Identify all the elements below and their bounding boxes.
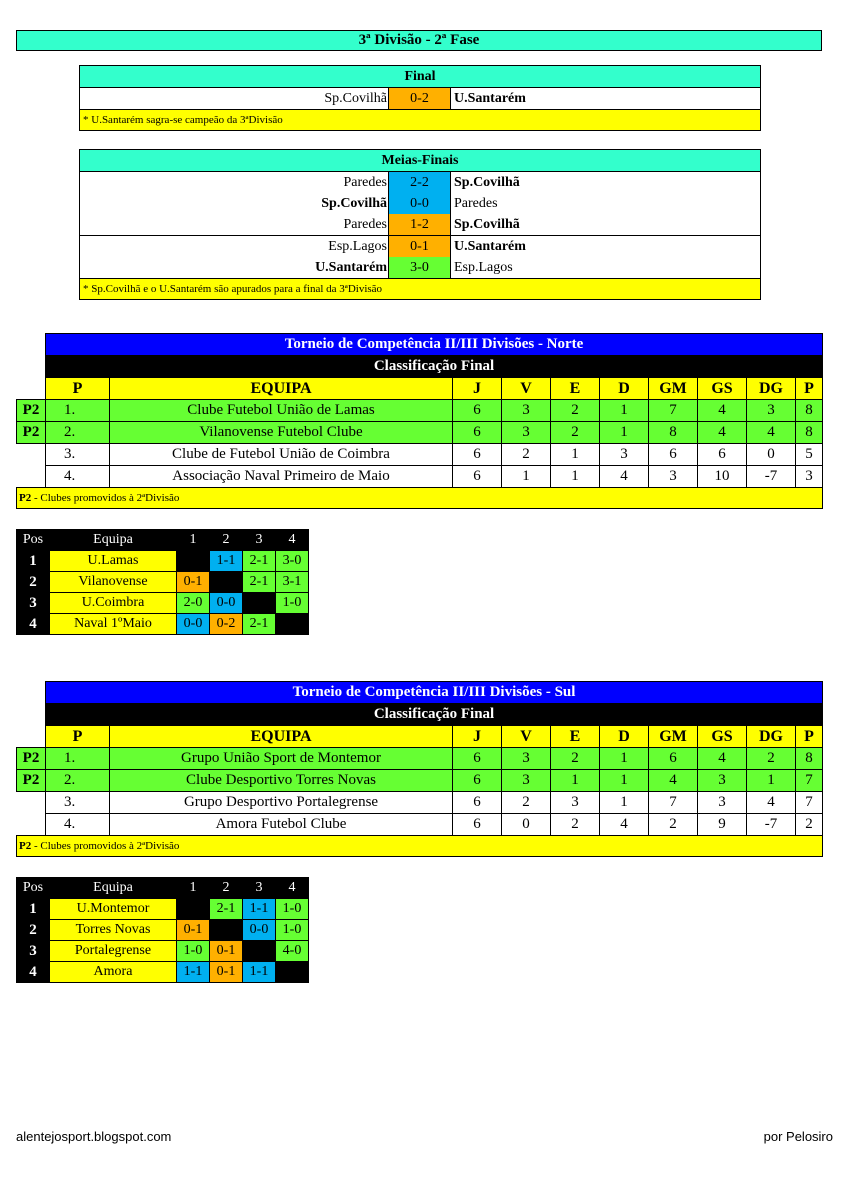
matrix-row: [17, 614, 309, 635]
matrix-pos: 2: [17, 572, 50, 593]
promotion-tag: [17, 444, 46, 466]
stat-cell: 3: [502, 770, 551, 792]
stat-cell: 2: [551, 400, 600, 422]
stat-cell: 1: [600, 748, 649, 770]
stat-cell: 8: [796, 422, 823, 444]
stat-cell: 3: [698, 792, 747, 814]
table-row: [17, 444, 823, 466]
stat-cell: 1: [551, 444, 600, 466]
result-cell: 0-1: [177, 920, 210, 941]
self-cell: [210, 920, 243, 941]
stat-cell: 2: [551, 814, 600, 836]
stat-cell: 6: [698, 444, 747, 466]
matrix-team: Amora: [50, 962, 177, 983]
stat-cell: 1: [600, 770, 649, 792]
stat-cell: 9: [698, 814, 747, 836]
stat-cell: 7: [796, 770, 823, 792]
matrix-header: 4: [276, 878, 309, 899]
final-match-row: [80, 88, 760, 109]
semis.matches-match-row: [80, 172, 760, 193]
footnote-text: - Clubes promovidos à 2ªDivisão: [31, 840, 180, 852]
matrix-pos: 1: [17, 551, 50, 572]
away-team: Esp.Lagos: [454, 260, 513, 275]
matrix-team: Naval 1ºMaio: [50, 614, 177, 635]
column-header: J: [453, 378, 502, 400]
result-cell: 0-2: [210, 614, 243, 635]
stat-cell: 1: [551, 770, 600, 792]
spacer: [17, 356, 46, 378]
result-cell: 3-1: [276, 572, 309, 593]
matrix-header: 2: [210, 878, 243, 899]
promotion-tag: P2: [17, 748, 46, 770]
self-cell: [243, 593, 276, 614]
footer-site: alentejosport.blogspot.com: [16, 1129, 172, 1144]
stat-cell: 3: [796, 466, 823, 488]
stat-cell: 7: [796, 792, 823, 814]
table-row: [17, 422, 823, 444]
stat-cell: 0: [502, 814, 551, 836]
column-header: P: [796, 726, 823, 748]
stat-cell: 8: [649, 422, 698, 444]
stat-cell: 3: [502, 748, 551, 770]
norte-title: Torneio de Competência II/III Divisões - Norte: [46, 334, 823, 356]
matrix-header: 3: [243, 530, 276, 551]
result-cell: 0-1: [210, 941, 243, 962]
matrix-header: 1: [177, 530, 210, 551]
semis.matches-match-row: [80, 193, 760, 214]
stat-cell: 3: [747, 400, 796, 422]
matrix-pos: 3: [17, 941, 50, 962]
column-header: P: [796, 378, 823, 400]
matrix-team: Vilanovense: [50, 572, 177, 593]
column-header: V: [502, 726, 551, 748]
column-header: GS: [698, 378, 747, 400]
spacer: [17, 334, 46, 356]
stat-cell: 4: [698, 422, 747, 444]
column-header: GS: [698, 726, 747, 748]
position: 2.: [46, 422, 110, 444]
stat-cell: 7: [649, 792, 698, 814]
semis.matches-match-row: [80, 257, 760, 278]
stat-cell: -7: [747, 814, 796, 836]
away-team: U.Santarém: [454, 91, 526, 106]
stat-cell: 2: [502, 792, 551, 814]
promotion-tag: P2: [17, 422, 46, 444]
stat-cell: 2: [649, 814, 698, 836]
semis.matches-match-row: [80, 214, 760, 235]
result-cell: 1-0: [177, 941, 210, 962]
matrix-row: [17, 899, 309, 920]
stat-cell: 6: [453, 748, 502, 770]
norte-matrix: [16, 529, 309, 635]
table-row: [17, 792, 823, 814]
column-header: E: [551, 378, 600, 400]
table-row: [17, 466, 823, 488]
table-row: [17, 400, 823, 422]
result-cell: 1-1: [243, 962, 276, 983]
team-name: Clube de Futebol União de Coimbra: [110, 444, 453, 466]
position: 4.: [46, 814, 110, 836]
column-header: P: [46, 726, 110, 748]
stat-cell: 1: [502, 466, 551, 488]
home-team: Esp.Lagos: [328, 239, 387, 254]
result-cell: 1-0: [276, 899, 309, 920]
match-score: 3-0: [388, 257, 451, 278]
away-team: Sp.Covilhã: [454, 217, 520, 232]
stat-cell: 4: [600, 814, 649, 836]
stat-cell: 6: [453, 466, 502, 488]
team-name: Clube Futebol União de Lamas: [110, 400, 453, 422]
stat-cell: 4: [698, 748, 747, 770]
match-score: 0-0: [388, 193, 451, 214]
table-row: [17, 748, 823, 770]
position: 3.: [46, 444, 110, 466]
promotion-tag: P2: [17, 770, 46, 792]
matrix-pos: 3: [17, 593, 50, 614]
match-score: 1-2: [388, 214, 451, 235]
home-team: Paredes: [343, 175, 387, 190]
stat-cell: 2: [551, 748, 600, 770]
stat-cell: 3: [551, 792, 600, 814]
matrix-team: Torres Novas: [50, 920, 177, 941]
sul-subtitle: Classificação Final: [46, 704, 823, 726]
matrix-team: U.Coimbra: [50, 593, 177, 614]
result-cell: 4-0: [276, 941, 309, 962]
stat-cell: 6: [453, 444, 502, 466]
matrix-header: 4: [276, 530, 309, 551]
self-cell: [276, 962, 309, 983]
stat-cell: 10: [698, 466, 747, 488]
stat-cell: 1: [551, 466, 600, 488]
result-cell: 3-0: [276, 551, 309, 572]
team-name: Clube Desportivo Torres Novas: [110, 770, 453, 792]
column-header: GM: [649, 378, 698, 400]
team-name: Grupo União Sport de Montemor: [110, 748, 453, 770]
self-cell: [210, 572, 243, 593]
matrix-team: Portalegrense: [50, 941, 177, 962]
away-team: Paredes: [454, 196, 498, 211]
stat-cell: 6: [649, 444, 698, 466]
page-title: 3ª Divisão - 2ª Fase: [16, 30, 822, 51]
result-cell: 2-1: [210, 899, 243, 920]
column-header: E: [551, 726, 600, 748]
matrix-row: [17, 593, 309, 614]
position: 1.: [46, 748, 110, 770]
result-cell: 0-0: [177, 614, 210, 635]
stat-cell: 3: [502, 400, 551, 422]
promotion-tag: [17, 792, 46, 814]
column-header: P: [46, 378, 110, 400]
stat-cell: 2: [502, 444, 551, 466]
footnote-text: - Clubes promovidos à 2ªDivisão: [31, 492, 180, 504]
stat-cell: 4: [600, 466, 649, 488]
table-row: [17, 814, 823, 836]
home-team: Paredes: [343, 217, 387, 232]
sul-footnote: [17, 836, 823, 857]
match-score: 2-2: [388, 172, 451, 193]
result-cell: 1-1: [243, 899, 276, 920]
matrix-row: [17, 920, 309, 941]
final-note: * U.Santarém sagra-se campeão da 3ªDivisão: [80, 109, 760, 130]
match-score: 0-1: [388, 236, 451, 257]
stat-cell: 3: [502, 422, 551, 444]
stat-cell: 4: [747, 792, 796, 814]
matrix-header: Equipa: [50, 878, 177, 899]
result-cell: 1-0: [276, 593, 309, 614]
stat-cell: 7: [649, 400, 698, 422]
stat-cell: 4: [698, 400, 747, 422]
matrix-header: Pos: [17, 878, 50, 899]
matrix-header: 2: [210, 530, 243, 551]
footnote-tag: P2: [19, 492, 32, 504]
stat-cell: 3: [698, 770, 747, 792]
stat-cell: 6: [453, 770, 502, 792]
column-header: DG: [747, 726, 796, 748]
matrix-header: Equipa: [50, 530, 177, 551]
semis-note: * Sp.Covilhã e o U.Santarém são apurados para a final da 3ªDivisão: [80, 278, 760, 299]
result-cell: 0-1: [177, 572, 210, 593]
matrix-header: Pos: [17, 530, 50, 551]
footnote-tag: P2: [19, 840, 32, 852]
final-box: [79, 65, 761, 131]
column-header: GM: [649, 726, 698, 748]
stat-cell: 5: [796, 444, 823, 466]
position: 2.: [46, 770, 110, 792]
stat-cell: 6: [453, 814, 502, 836]
away-team: Sp.Covilhã: [454, 175, 520, 190]
final-title: Final: [80, 66, 760, 88]
column-header: DG: [747, 378, 796, 400]
column-header: EQUIPA: [110, 378, 453, 400]
matrix-pos: 4: [17, 614, 50, 635]
result-cell: 0-1: [210, 962, 243, 983]
column-header: V: [502, 378, 551, 400]
promotion-tag: [17, 466, 46, 488]
matrix-pos: 2: [17, 920, 50, 941]
self-cell: [243, 941, 276, 962]
stat-cell: 3: [649, 466, 698, 488]
home-team: Sp.Covilhã: [321, 196, 387, 211]
result-cell: 1-0: [276, 920, 309, 941]
spacer: [17, 682, 46, 704]
stat-cell: 4: [649, 770, 698, 792]
result-cell: 0-0: [243, 920, 276, 941]
stat-cell: -7: [747, 466, 796, 488]
table-row: [17, 770, 823, 792]
stat-cell: 1: [747, 770, 796, 792]
matrix-header: 3: [243, 878, 276, 899]
matrix-team: U.Lamas: [50, 551, 177, 572]
self-cell: [276, 614, 309, 635]
matrix-row: [17, 551, 309, 572]
stat-cell: 3: [600, 444, 649, 466]
position: 4.: [46, 466, 110, 488]
self-cell: [177, 899, 210, 920]
match-score: 0-2: [388, 88, 451, 109]
result-cell: 1-1: [210, 551, 243, 572]
semis.matches-match-row: [80, 235, 760, 257]
stat-cell: 4: [747, 422, 796, 444]
column-header: D: [600, 726, 649, 748]
stat-cell: 8: [796, 748, 823, 770]
stat-cell: 6: [453, 400, 502, 422]
position: 3.: [46, 792, 110, 814]
norte-footnote: [17, 488, 823, 509]
result-cell: 0-0: [210, 593, 243, 614]
team-name: Grupo Desportivo Portalegrense: [110, 792, 453, 814]
matrix-row: [17, 941, 309, 962]
matrix-pos: 1: [17, 899, 50, 920]
norte-subtitle: Classificação Final: [46, 356, 823, 378]
stat-cell: 6: [453, 792, 502, 814]
sul-matrix: [16, 877, 309, 983]
footer-author: por Pelosiro: [763, 1129, 833, 1144]
stat-cell: 0: [747, 444, 796, 466]
stat-cell: 6: [649, 748, 698, 770]
stat-cell: 6: [453, 422, 502, 444]
norte-standings: [16, 333, 823, 509]
spacer: [17, 704, 46, 726]
self-cell: [177, 551, 210, 572]
matrix-row: [17, 962, 309, 983]
column-header: EQUIPA: [110, 726, 453, 748]
position: 1.: [46, 400, 110, 422]
spacer: [17, 378, 46, 400]
result-cell: 2-1: [243, 614, 276, 635]
team-name: Associação Naval Primeiro de Maio: [110, 466, 453, 488]
home-team: U.Santarém: [315, 260, 387, 275]
result-cell: 2-1: [243, 551, 276, 572]
stat-cell: 1: [600, 422, 649, 444]
stat-cell: 1: [600, 400, 649, 422]
stat-cell: 2: [796, 814, 823, 836]
promotion-tag: [17, 814, 46, 836]
result-cell: 2-0: [177, 593, 210, 614]
team-name: Amora Futebol Clube: [110, 814, 453, 836]
team-name: Vilanovense Futebol Clube: [110, 422, 453, 444]
column-header: D: [600, 378, 649, 400]
promotion-tag: P2: [17, 400, 46, 422]
stat-cell: 1: [600, 792, 649, 814]
result-cell: 1-1: [177, 962, 210, 983]
sul-standings: [16, 681, 823, 857]
away-team: U.Santarém: [454, 239, 526, 254]
semis-title: Meias-Finais: [80, 150, 760, 172]
home-team: Sp.Covilhã: [324, 91, 387, 106]
stat-cell: 2: [551, 422, 600, 444]
stat-cell: 8: [796, 400, 823, 422]
matrix-pos: 4: [17, 962, 50, 983]
matrix-row: [17, 572, 309, 593]
sul-title: Torneio de Competência II/III Divisões - Sul: [46, 682, 823, 704]
column-header: J: [453, 726, 502, 748]
matrix-header: 1: [177, 878, 210, 899]
spacer: [17, 726, 46, 748]
stat-cell: 2: [747, 748, 796, 770]
matrix-team: U.Montemor: [50, 899, 177, 920]
result-cell: 2-1: [243, 572, 276, 593]
semis-box: [79, 149, 761, 300]
